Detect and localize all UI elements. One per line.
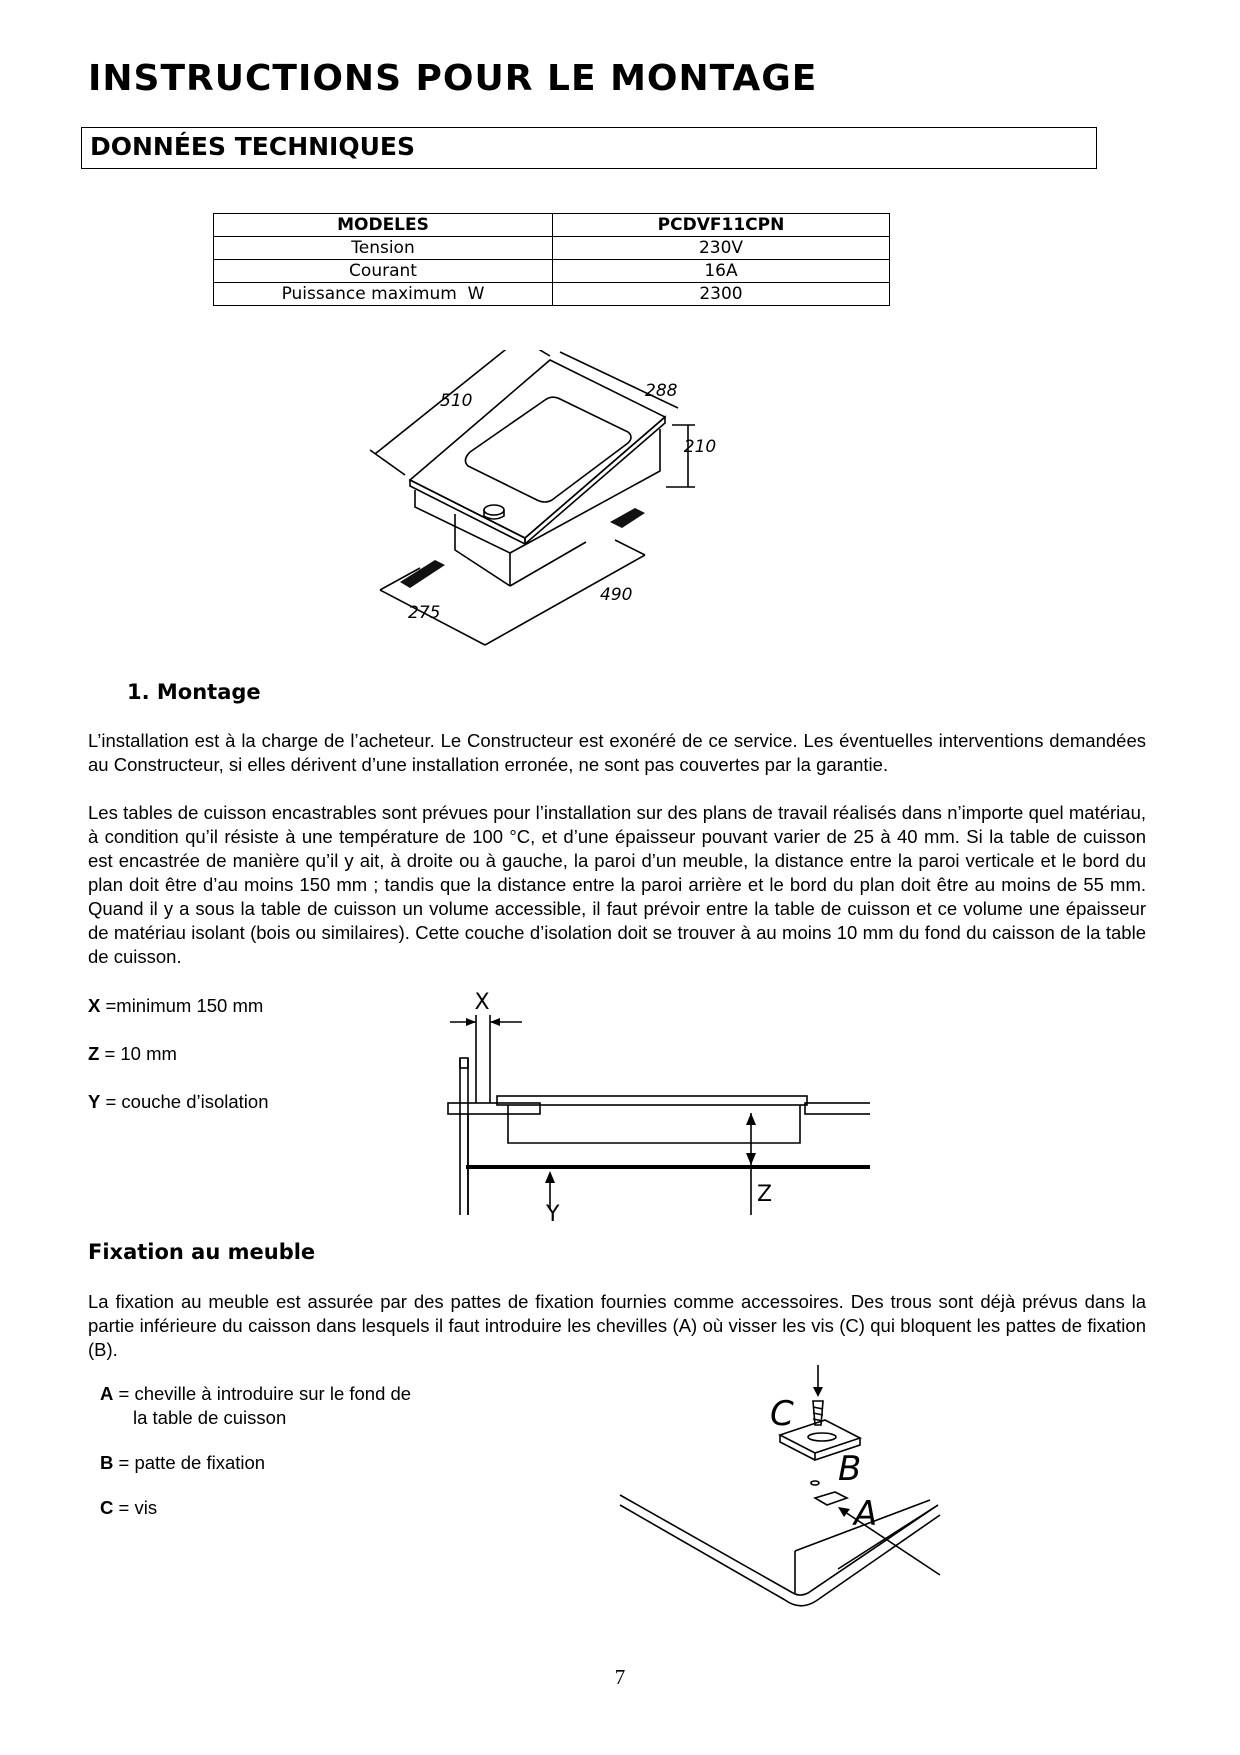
legend-text: = cheville à introduire sur le fond de <box>118 1383 412 1404</box>
label-b: B <box>838 1449 862 1489</box>
legend-key: A <box>100 1383 114 1404</box>
table-header-row <box>214 214 890 237</box>
fixation-heading: Fixation au meuble <box>88 1240 316 1264</box>
legend-a <box>100 1383 411 1405</box>
page-number: 7 <box>614 1665 626 1689</box>
dim-490: 490 <box>600 585 633 605</box>
montage-heading: 1. Montage <box>127 680 261 704</box>
legend-y <box>88 1091 269 1113</box>
table-row <box>214 260 890 283</box>
page-title: INSTRUCTIONS POUR LE MONTAGE <box>88 58 818 99</box>
table-cell-value: 230V <box>553 237 890 260</box>
montage-paragraph-1: L’installation est à la charge de l’acheteur. Le Constructeur est exonéré de ce service. Les éventuelles interventions demandées au Constructeur, si elles dérivent d’une installation erronée, ne sont pas couvertes par la garantie. <box>88 730 1146 775</box>
specs-table <box>213 213 890 306</box>
cooking-zone <box>465 397 631 502</box>
dim-275: 275 <box>408 603 441 623</box>
legend-text: = 10 mm <box>104 1043 177 1064</box>
fixation-diagram <box>610 1365 960 1645</box>
installation-section-diagram <box>430 985 870 1225</box>
table-header-label: MODELES <box>214 214 553 237</box>
legend-c <box>100 1497 157 1519</box>
legend-text: =minimum 150 mm <box>105 995 264 1016</box>
label-z: Z <box>757 1182 773 1207</box>
dim-288: 288 <box>645 381 678 401</box>
table-row <box>214 283 890 306</box>
table-header-value: PCDVF11CPN <box>553 214 890 237</box>
dim-510: 510 <box>440 391 473 411</box>
legend-key: C <box>100 1497 114 1518</box>
legend-key: Z <box>88 1043 100 1064</box>
section-title: DONNÉES TECHNIQUES <box>90 132 415 161</box>
legend-text: = couche d’isolation <box>105 1091 269 1112</box>
table-row <box>214 237 890 260</box>
table-cell-label: Puissance maximum W <box>214 283 553 306</box>
label-y: Y <box>546 1202 560 1225</box>
hob-dimension-diagram <box>360 350 720 650</box>
legend-b <box>100 1452 265 1474</box>
table-cell-label: Tension <box>214 237 553 260</box>
legend-z <box>88 1043 177 1065</box>
hob-top-plate <box>410 360 665 538</box>
label-c: C <box>770 1394 794 1434</box>
dim-210: 210 <box>683 437 717 457</box>
legend-x <box>88 995 263 1017</box>
label-a: A <box>854 1494 878 1534</box>
table-cell-label: Courant <box>214 260 553 283</box>
legend-key: X <box>88 995 101 1016</box>
label-x: X <box>474 990 490 1015</box>
table-cell-value: 16A <box>553 260 890 283</box>
legend-key: Y <box>88 1091 101 1112</box>
section-header-box <box>81 127 1097 169</box>
legend-text: = patte de fixation <box>118 1452 266 1473</box>
legend-text: = vis <box>118 1497 158 1518</box>
fixation-paragraph: La fixation au meuble est assurée par des pattes de fixation fournies comme accessoires. Des trous sont déjà prévus dans la partie inférieure du caisson dans lesquels il faut introduire les chevilles (A) où visser les vis (C) qui bloquent les pattes de fixation (B). <box>88 1291 1146 1360</box>
montage-paragraph-2: Les tables de cuisson encastrables sont prévues pour l’installation sur des plans de travail réalisés dans n’importe quel matériau, à condition qu’il résiste à une température de 100 °C, et d’une épaisseur pouvant varier de 25 à 40 mm. Si la table de cuisson est encastrée de manière qu’il y ait, à droite ou à gauche, la paroi d’un meuble, la distance entre la paroi verticale et le bord du plan doit être d’au moins 150 mm ; tandis que la distance entre la paroi arrière et le bord du plan doit être au moins de 55 mm. Quand il y a sous la table de cuisson un volume accessible, il faut prévoir entre la table de cuisson et ce volume une épaisseur de matériau isolant (bois ou similaires). Cette couche d’isolation doit se trouver à au moins 10 mm du fond du caisson de la table de cuisson. <box>88 802 1146 967</box>
table-cell-value: 2300 <box>553 283 890 306</box>
legend-key: B <box>100 1452 114 1473</box>
legend-a-line2: la table de cuisson <box>133 1407 287 1428</box>
